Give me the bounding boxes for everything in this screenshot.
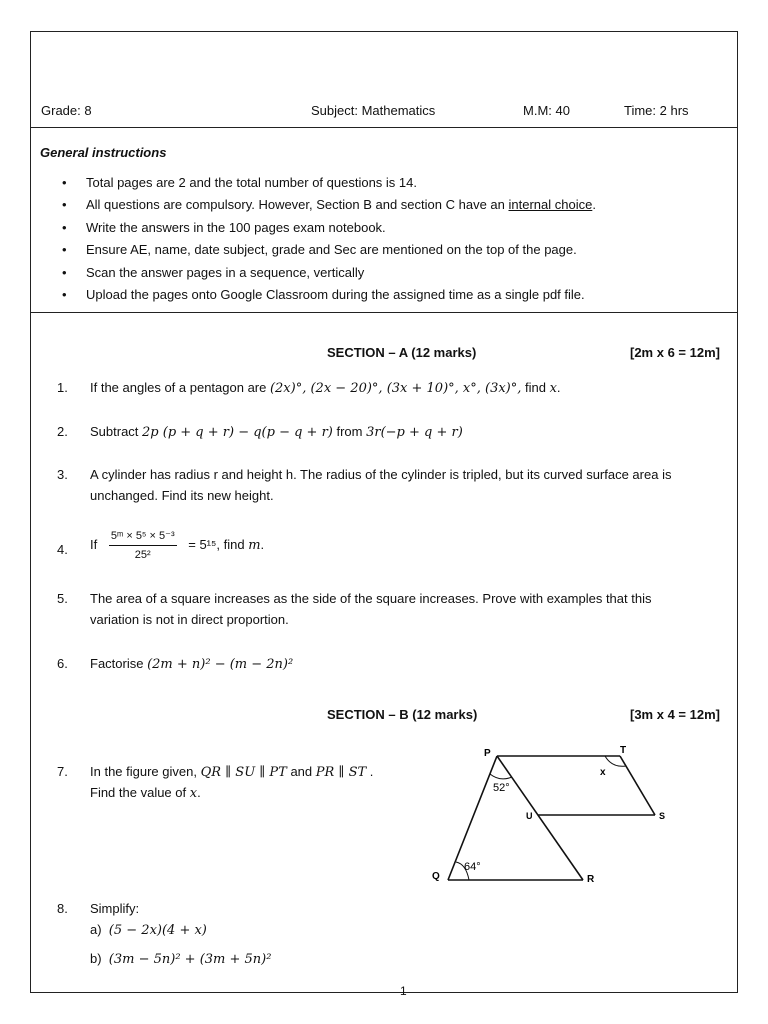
question-8: Simplify: xyxy=(90,901,140,916)
section-b-marks: [3m x 4 = 12m] xyxy=(630,707,720,722)
section-a-title: SECTION – A (12 marks) xyxy=(327,345,477,360)
instruction-item: • Write the answers in the 100 pages exam notebook. xyxy=(62,219,386,235)
question-number: 4. xyxy=(57,542,68,557)
bullet-icon: • xyxy=(62,219,67,235)
instruction-item: • Ensure AE, name, date subject, grade and Sec are mentioned on the top of the page. xyxy=(62,242,577,258)
section-a-marks: [2m x 6 = 12m] xyxy=(630,345,720,360)
time-label: Time: 2 hrs xyxy=(624,103,689,118)
question-number: 3. xyxy=(57,467,68,482)
question-number: 8. xyxy=(57,901,68,916)
question-3-line-1: A cylinder has radius r and height h. The radius of the cylinder is tripled, but its curved surface area is xyxy=(90,467,672,482)
vertex-label-q: Q xyxy=(432,871,440,882)
instruction-item: • All questions are compulsory. However, Section B and section C have an internal choice. xyxy=(62,197,596,213)
header-divider xyxy=(31,127,737,128)
angle-label-64: 64° xyxy=(464,861,481,873)
fraction: $\frac{\text{5ᵐ × 5⁵ × 5⁻³}}{\text{25²}}$ xyxy=(110,530,175,561)
bullet-icon: • xyxy=(62,175,67,190)
grade-label: Grade: 8 xyxy=(41,103,92,118)
instructions-list xyxy=(60,175,596,309)
bullet-icon: • xyxy=(62,286,67,302)
question-6: Factorise (2m + n)² − (m − 2n)² xyxy=(90,656,294,672)
vertex-label-t: T xyxy=(620,745,627,756)
question-number: 7. xyxy=(57,764,68,779)
instructions-title: General instructions xyxy=(40,145,167,160)
question-1: If the angles of a pentagon are (2x)°, (2x − 20)°, (3x + 10)°, x°, (3x)°, find x. xyxy=(90,380,561,396)
angle-label-x: x xyxy=(600,767,606,778)
question-number: 2. xyxy=(57,424,68,439)
vertex-label-p: P xyxy=(484,748,491,759)
instructions-divider xyxy=(31,312,737,313)
page-number: 1 xyxy=(400,984,407,998)
question-2: Subtract 2p (p + q + r) − q(p − q + r) from 3r(−p + q + r) xyxy=(90,424,463,440)
question-4: If $\frac{\text{5ᵐ × 5⁵ × 5⁻³}}{\text{25²}}$ = 5¹⁵, find m. xyxy=(90,530,265,561)
question-number: 1. xyxy=(57,380,68,395)
max-marks-label: M.M: 40 xyxy=(523,103,570,118)
question-5-line-2: variation is not in direct proportion. xyxy=(90,612,289,627)
segment-ts xyxy=(620,756,655,815)
question-number: 6. xyxy=(57,656,68,671)
instruction-item: • Total pages are 2 and the total number of questions is 14. xyxy=(62,175,417,190)
bullet-icon: • xyxy=(62,242,67,258)
section-b-title: SECTION – B (12 marks) xyxy=(327,707,478,722)
question-7-line-1: In the figure given, QR ∥ SU ∥ PT and PR ∥ ST . xyxy=(90,764,374,780)
question-5-line-1: The area of a square increases as the side of the square increases. Prove with examples that this xyxy=(90,591,652,606)
instruction-item: • Upload the pages onto Google Classroom during the assigned time as a single pdf file. xyxy=(62,286,585,302)
internal-choice-underlined: internal choice xyxy=(508,197,593,213)
angle-label-52: 52° xyxy=(493,782,510,794)
bullet-icon: • xyxy=(62,197,67,213)
question-8b: b) (3m − 5n)² + (3m + 5n)² xyxy=(90,951,272,967)
instruction-item: • Scan the answer pages in a sequence, vertically xyxy=(62,264,365,280)
vertex-label-s: S xyxy=(659,811,666,821)
geometry-figure xyxy=(420,740,680,890)
question-8a: a) (5 − 2x)(4 + x) xyxy=(90,922,207,938)
vertex-label-r: R xyxy=(587,874,595,885)
vertex-label-u: U xyxy=(526,811,533,821)
bullet-icon: • xyxy=(62,264,67,280)
question-number: 5. xyxy=(57,591,68,606)
question-3-line-2: unchanged. Find its new height. xyxy=(90,488,274,503)
segment-pr xyxy=(497,756,583,880)
subject-label: Subject: Mathematics xyxy=(311,103,436,118)
angle-arc-p xyxy=(490,774,512,779)
question-7-line-2: Find the value of x. xyxy=(90,785,201,801)
